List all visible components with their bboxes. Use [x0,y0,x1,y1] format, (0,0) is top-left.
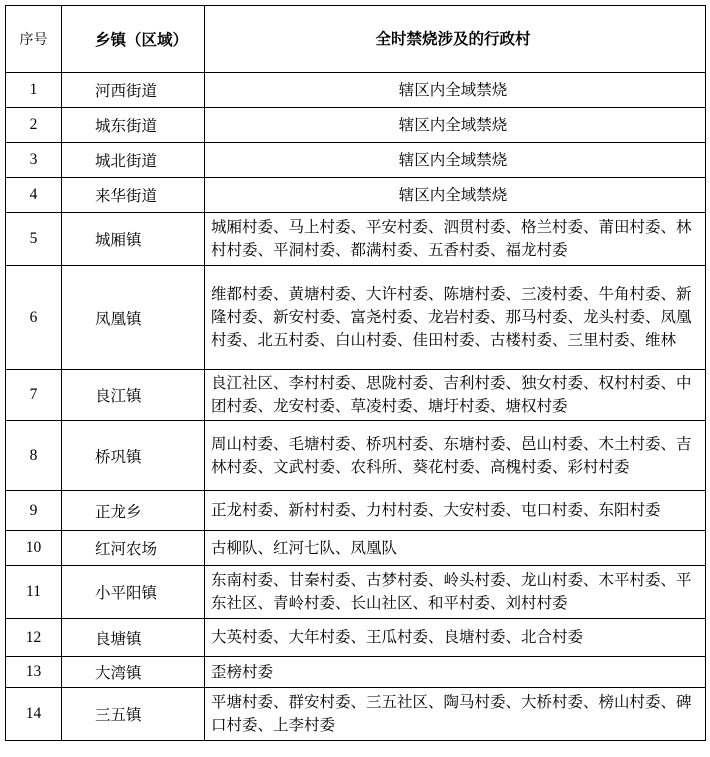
row-town: 红河农场 [62,531,205,566]
row-town: 正龙乡 [62,491,205,531]
row-villages: 辖区内全域禁烧 [205,108,706,143]
row-town: 城北街道 [62,143,205,178]
table-row [6,688,706,741]
table-row [6,266,706,370]
row-town: 河西街道 [62,73,205,108]
row-town: 良塘镇 [62,619,205,657]
row-villages: 维都村委、黄塘村委、大许村委、陈塘村委、三凌村委、牛角村委、新隆村委、新安村委、富尧村委、龙岩村委、那马村委、龙头村委、凤凰村委、北五村委、白山村委、佳田村委、古楼村委、三里村委、维林 [205,266,706,370]
row-villages: 辖区内全域禁烧 [205,73,706,108]
row-no: 3 [6,143,62,178]
table-row [6,143,706,178]
row-villages: 东南村委、甘秦村委、古梦村委、岭头村委、龙山村委、木平村委、平东社区、青岭村委、长山社区、和平村委、刘村村委 [205,566,706,619]
row-no: 4 [6,178,62,213]
row-no: 9 [6,491,62,531]
row-no: 2 [6,108,62,143]
table-header-row [6,6,706,73]
row-no: 12 [6,619,62,657]
row-villages: 歪榜村委 [205,657,706,688]
row-villages: 周山村委、毛塘村委、桥巩村委、东塘村委、邑山村委、木土村委、吉林村委、文武村委、农科所、葵花村委、高槐村委、彩村村委 [205,421,706,491]
row-villages: 平塘村委、群安村委、三五社区、陶马村委、大桥村委、榜山村委、碑口村委、上李村委 [205,688,706,741]
row-town: 桥巩镇 [62,421,205,491]
header-no: 序号 [6,6,62,73]
row-town: 三五镇 [62,688,205,741]
row-no: 1 [6,73,62,108]
table-row [6,421,706,491]
table-row [6,213,706,266]
table-row [6,619,706,657]
table-row [6,73,706,108]
burn-ban-table [5,5,704,741]
row-town: 小平阳镇 [62,566,205,619]
row-no: 7 [6,370,62,421]
table-row [6,657,706,688]
row-villages: 大英村委、大年村委、王瓜村委、良塘村委、北合村委 [205,619,706,657]
row-villages: 古柳队、红河七队、凤凰队 [205,531,706,566]
row-villages: 辖区内全域禁烧 [205,143,706,178]
row-no: 5 [6,213,62,266]
row-villages: 城厢村委、马上村委、平安村委、泗贯村委、格兰村委、莆田村委、林村村委、平洞村委、都满村委、五香村委、福龙村委 [205,213,706,266]
row-no: 10 [6,531,62,566]
header-villages: 全时禁烧涉及的行政村 [205,6,706,73]
table-row [6,491,706,531]
row-no: 6 [6,266,62,370]
row-no: 11 [6,566,62,619]
row-villages: 良江社区、李村村委、思陇村委、吉利村委、独女村委、权村村委、中团村委、龙安村委、草凌村委、塘圩村委、塘权村委 [205,370,706,421]
table-row [6,108,706,143]
table-row [6,531,706,566]
row-villages: 正龙村委、新村村委、力村村委、大安村委、屯口村委、东阳村委 [205,491,706,531]
row-town: 城厢镇 [62,213,205,266]
table-row [6,566,706,619]
row-town: 凤凰镇 [62,266,205,370]
row-villages: 辖区内全域禁烧 [205,178,706,213]
row-town: 城东街道 [62,108,205,143]
row-town: 大湾镇 [62,657,205,688]
header-town: 乡镇（区域） [62,6,205,73]
row-town: 良江镇 [62,370,205,421]
row-no: 13 [6,657,62,688]
row-town: 来华街道 [62,178,205,213]
row-no: 8 [6,421,62,491]
row-no: 14 [6,688,62,741]
table-row [6,370,706,421]
table-row [6,178,706,213]
